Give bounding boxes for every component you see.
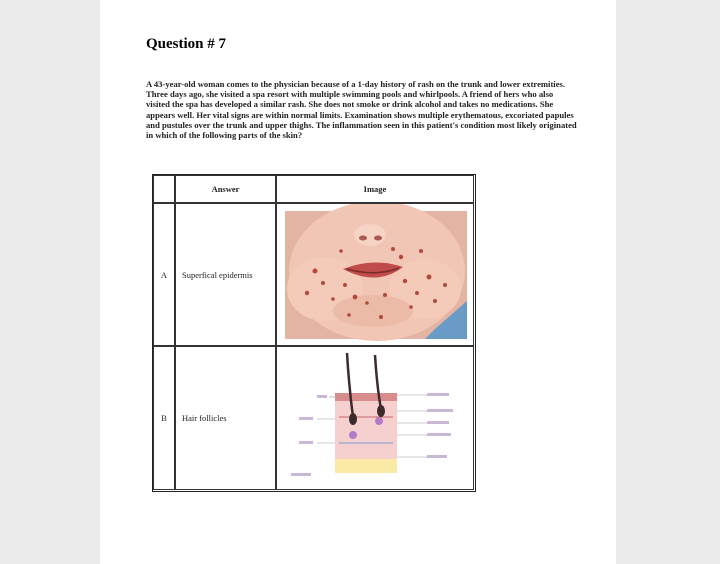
option-b-image-cell: [276, 346, 474, 490]
document-page: [100, 0, 616, 564]
option-a-answer[interactable]: Superfical epidermis: [175, 203, 276, 346]
header-answer: Answer: [175, 175, 276, 203]
header-blank-cell: [153, 175, 175, 203]
option-b-answer[interactable]: Hair follicles: [175, 346, 276, 490]
option-a-image-cell: [276, 203, 474, 346]
question-stem: A 43-year-old woman comes to the physician because of a 1-day history of rash on the trunk and lower extremities. Three days ago, she visited a spa resort with multiple swimming pools and whirlpools. A friend of hers who also visited the spa has developed a similar rash. She does not smoke or drink alcohol and takes no medications. She appears well. Her vital signs are within normal limits. Examination shows multiple erythematous, excoriated papules and pustules over the trunk and upper thighs. The inflammation seen in this patient's condition most likely originated in which of the following parts of the skin?: [146, 79, 577, 141]
skin-cross-section-diagram: [277, 347, 473, 489]
header-image: Image: [276, 175, 474, 203]
option-a-letter[interactable]: A: [153, 203, 175, 346]
answer-table: [152, 174, 476, 492]
option-b-letter[interactable]: B: [153, 346, 175, 490]
question-title: Question # 7: [146, 36, 227, 52]
child-face-rash-photo: [277, 204, 473, 345]
